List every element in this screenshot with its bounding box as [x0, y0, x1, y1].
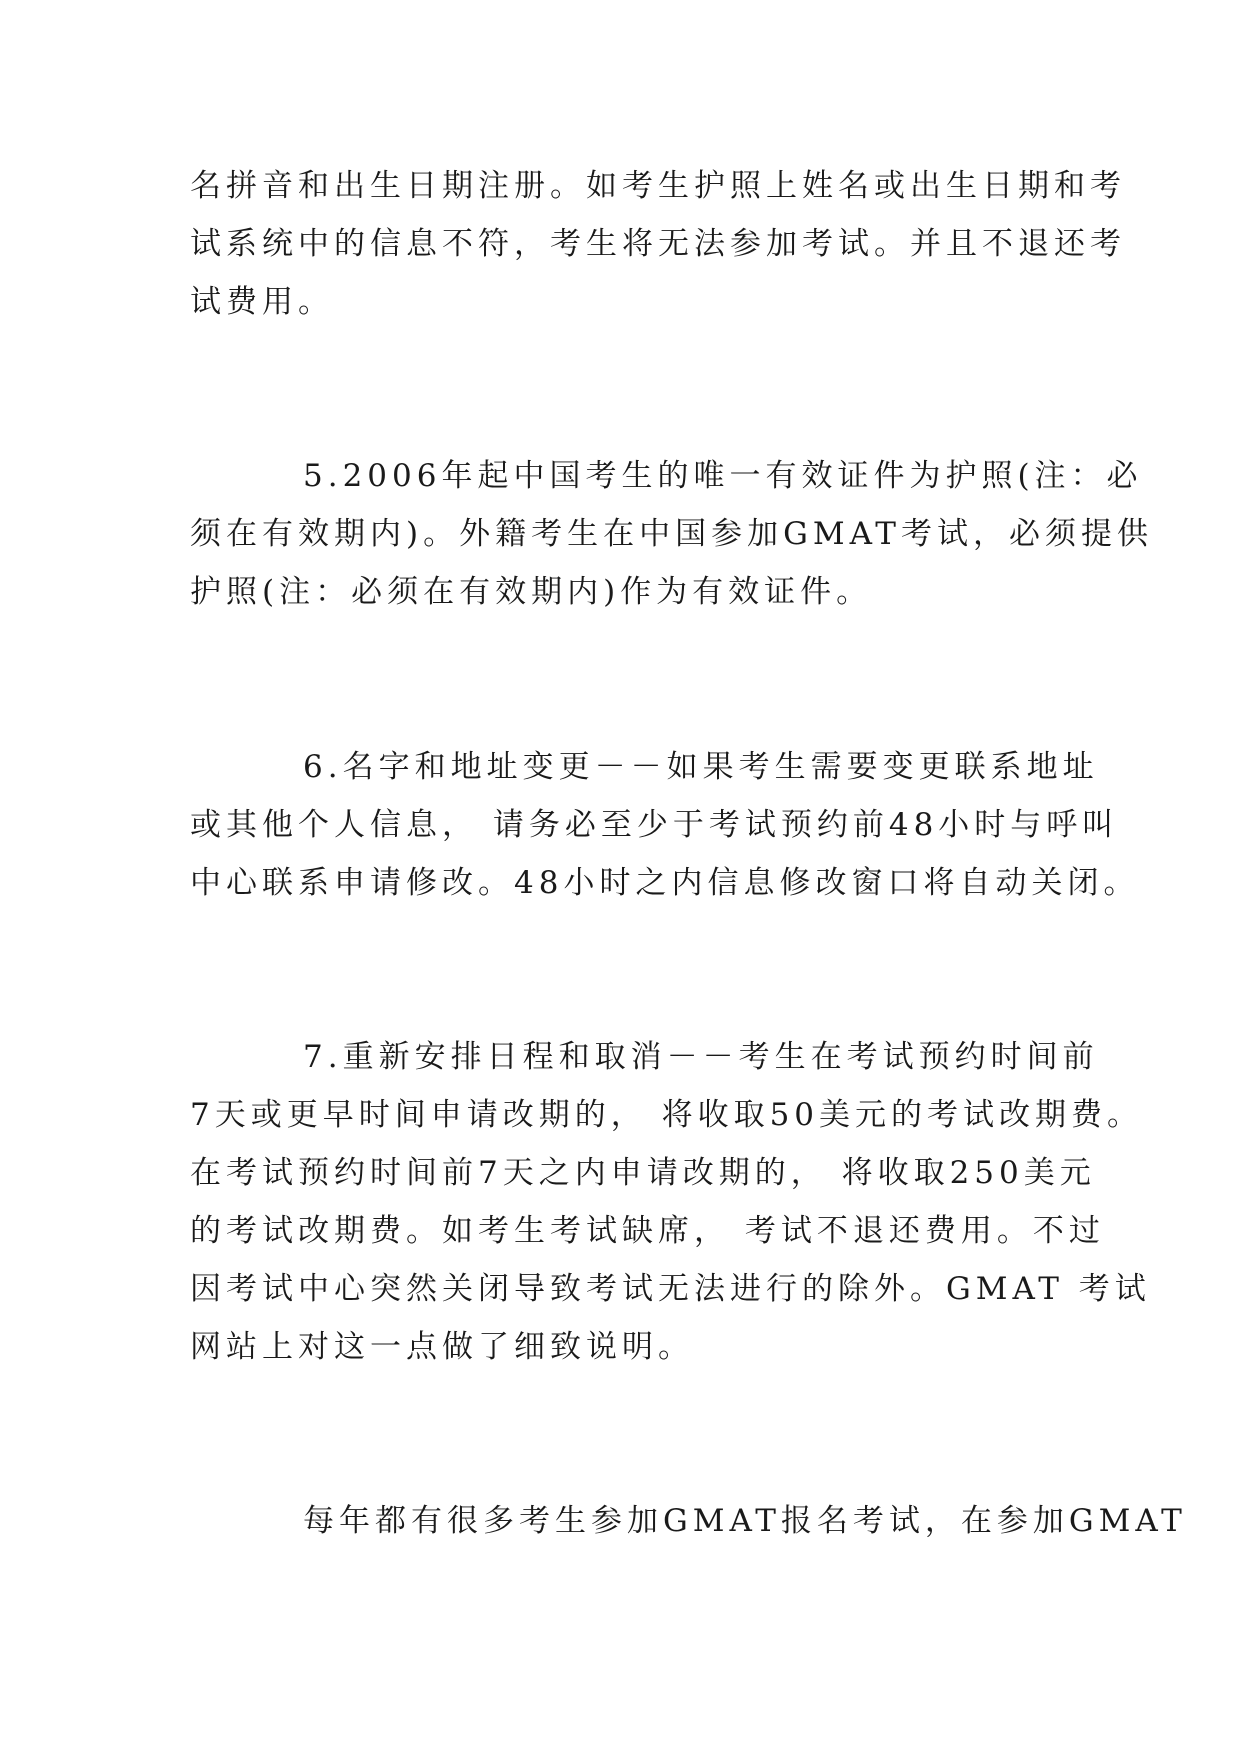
text-line: 网站上对这一点做了细致说明。 [190, 1329, 694, 1365]
text-line: 因考试中心突然关闭导致考试无法进行的除外。GMAT 考试 [190, 1271, 1151, 1307]
paragraph-gmat-intro [190, 1492, 1187, 1550]
text-line: 的考试改期费。如考生考试缺席， 考试不退还费用。不过 [190, 1213, 1105, 1249]
text-line: 5.2006年起中国考生的唯一有效证件为护照(注：必 [303, 458, 1143, 494]
text-line: 7天或更早时间申请改期的， 将收取50美元的考试改期费。 [190, 1097, 1144, 1133]
text-line: 须在有效期内)。外籍考生在中国参加GMAT考试，必须提供 [190, 516, 1153, 552]
text-line: 在考试预约时间前7天之内申请改期的， 将收取250美元 [190, 1155, 1096, 1191]
text-line: 或其他个人信息， 请务必至少于考试预约前48小时与呼叫 [190, 807, 1119, 843]
text-line: 6.名字和地址变更－－如果考生需要变更联系地址 [303, 749, 1099, 785]
paragraph-item-6-name-address-change [190, 738, 1140, 912]
text-line: 名拼音和出生日期注册。如考生护照上姓名或出生日期和考 [190, 168, 1126, 204]
text-line: 7.重新安排日程和取消－－考生在考试预约时间前 [303, 1039, 1099, 1075]
text-line: 护照(注：必须在有效期内)作为有效证件。 [190, 574, 873, 610]
text-line: 试系统中的信息不符，考生将无法参加考试。并且不退还考 [190, 226, 1126, 262]
paragraph-item-7-reschedule-cancel [190, 1028, 1151, 1376]
paragraph-item-5-passport [190, 447, 1153, 621]
text-line: 每年都有很多考生参加GMAT报名考试，在参加GMAT [303, 1503, 1187, 1539]
text-line: 试费用。 [190, 284, 334, 320]
paragraph-registration-info [190, 157, 1126, 331]
text-line: 中心联系申请修改。48小时之内信息修改窗口将自动关闭。 [190, 865, 1140, 901]
